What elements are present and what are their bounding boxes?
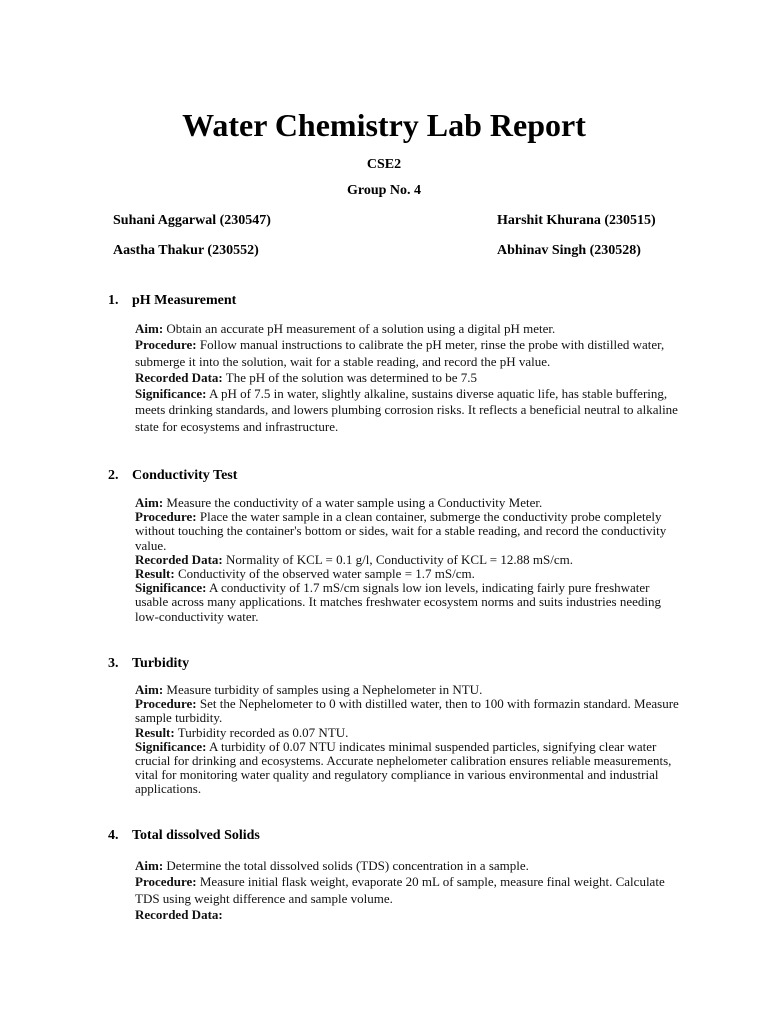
field-text: Determine the total dissolved solids (TDS) concentration in a sample.: [163, 858, 529, 873]
member-name: Aastha Thakur (230552): [113, 243, 259, 258]
field-paragraph: [135, 683, 680, 697]
member-name: Abhinav Singh (230528): [497, 243, 641, 258]
field-label: Aim:: [135, 682, 164, 697]
field-label: Recorded Data:: [135, 551, 223, 567]
field-label: Procedure:: [135, 509, 197, 525]
field-text: Set the Nephelometer to 0 with distilled water, then to 100 with formazin standard. Measure sample turbidity.: [135, 696, 679, 726]
section-heading: [108, 467, 237, 485]
section-number: 4.: [108, 828, 119, 843]
field-label: Procedure:: [135, 874, 197, 890]
field-paragraph: [135, 740, 680, 797]
class-code: CSE2: [366, 157, 402, 172]
field-text: Normality of KCL = 0.1 g/l, Conductivity of KCL = 12.88 mS/cm.: [222, 551, 573, 567]
field-paragraph: [135, 510, 680, 553]
field-label: Result:: [135, 724, 175, 740]
field-label: Significance:: [135, 580, 207, 596]
field-text: Measure turbidity of samples using a Nephelometer in NTU.: [163, 682, 483, 697]
field-paragraph: [135, 370, 680, 386]
field-text: Obtain an accurate pH measurement of a solution using a digital pH meter.: [163, 321, 556, 336]
field-paragraph: [135, 697, 680, 725]
field-paragraph: [135, 321, 680, 337]
field-text: Measure initial flask weight, evaporate 20 mL of sample, measure final weight. Calculate TDS using weight difference and sample volume.: [135, 874, 665, 906]
section-body: [135, 858, 680, 923]
section-body: [135, 321, 680, 435]
field-label: Recorded Data:: [135, 906, 223, 922]
field-paragraph: [135, 907, 680, 923]
field-label: Procedure:: [135, 337, 197, 353]
section-heading: [108, 655, 189, 673]
field-label: Recorded Data:: [135, 369, 223, 385]
field-label: Significance:: [135, 738, 207, 754]
field-text: Follow manual instructions to calibrate the pH meter, rinse the probe with distilled water, submerge it into the solution, wait for a stable reading, and record the pH value.: [135, 337, 665, 369]
section-body: [135, 496, 680, 624]
section-title: pH Measurement: [132, 293, 237, 308]
field-text: Turbidity recorded as 0.07 NTU.: [174, 724, 349, 740]
field-text: Conductivity of the observed water sample = 1.7 mS/cm.: [174, 566, 475, 582]
field-text: A pH of 7.5 in water, slightly alkaline, sustains diverse aquatic life, has stable buffering, meets drinking standards, and lowers plumbing corrosion risks. It reflects a beneficial neutral to alkaline state for ecosystems and infrastructure.: [135, 386, 678, 434]
field-label: Significance:: [135, 386, 207, 402]
field-paragraph: [135, 386, 680, 435]
section-body: [135, 683, 680, 797]
section-title: Total dissolved Solids: [132, 828, 260, 843]
field-paragraph: [135, 567, 680, 581]
section-number: 2.: [108, 468, 119, 483]
field-paragraph: [135, 581, 680, 624]
field-label: Procedure:: [135, 696, 197, 712]
section-number: 1.: [108, 293, 119, 308]
field-text: Measure the conductivity of a water sample using a Conductivity Meter.: [163, 495, 543, 510]
group-number: Group No. 4: [346, 183, 422, 198]
field-text: A turbidity of 0.07 NTU indicates minimal suspended particles, signifying clear water crucial for drinking and ecosystems. Accurate nephelometer calibration ensures reliable measurements, vital for monitoring water quality and regulatory compliance in various environmental and industrial applications.: [135, 738, 672, 797]
field-text: A conductivity of 1.7 mS/cm signals low ion levels, indicating fairly pure freshwater usable across many applications. It matches freshwater ecosystem norms and suits industries needing low-conductivity water.: [135, 580, 662, 624]
section-heading: [108, 827, 260, 845]
field-paragraph: [135, 337, 680, 370]
field-label: Aim:: [135, 858, 164, 873]
field-label: Result:: [135, 566, 175, 582]
field-paragraph: [135, 726, 680, 740]
field-label: Aim:: [135, 321, 164, 336]
field-paragraph: [135, 496, 680, 510]
member-name: Harshit Khurana (230515): [497, 213, 656, 228]
section-number: 3.: [108, 656, 119, 671]
field-text: Place the water sample in a clean container, submerge the conductivity probe completely without touching the container's bottom or sides, wait for a stable reading, and record the conductivity value.: [135, 509, 667, 553]
section-title: Turbidity: [132, 656, 190, 671]
field-label: Aim:: [135, 495, 164, 510]
section-title: Conductivity Test: [132, 468, 238, 483]
field-text: The pH of the solution was determined to be 7.5: [222, 369, 478, 385]
field-paragraph: [135, 858, 680, 874]
field-paragraph: [135, 553, 680, 567]
page-title: Water Chemistry Lab Report: [182, 107, 586, 143]
section-heading: [108, 292, 236, 310]
field-paragraph: [135, 874, 680, 907]
member-name: Suhani Aggarwal (230547): [113, 213, 271, 228]
